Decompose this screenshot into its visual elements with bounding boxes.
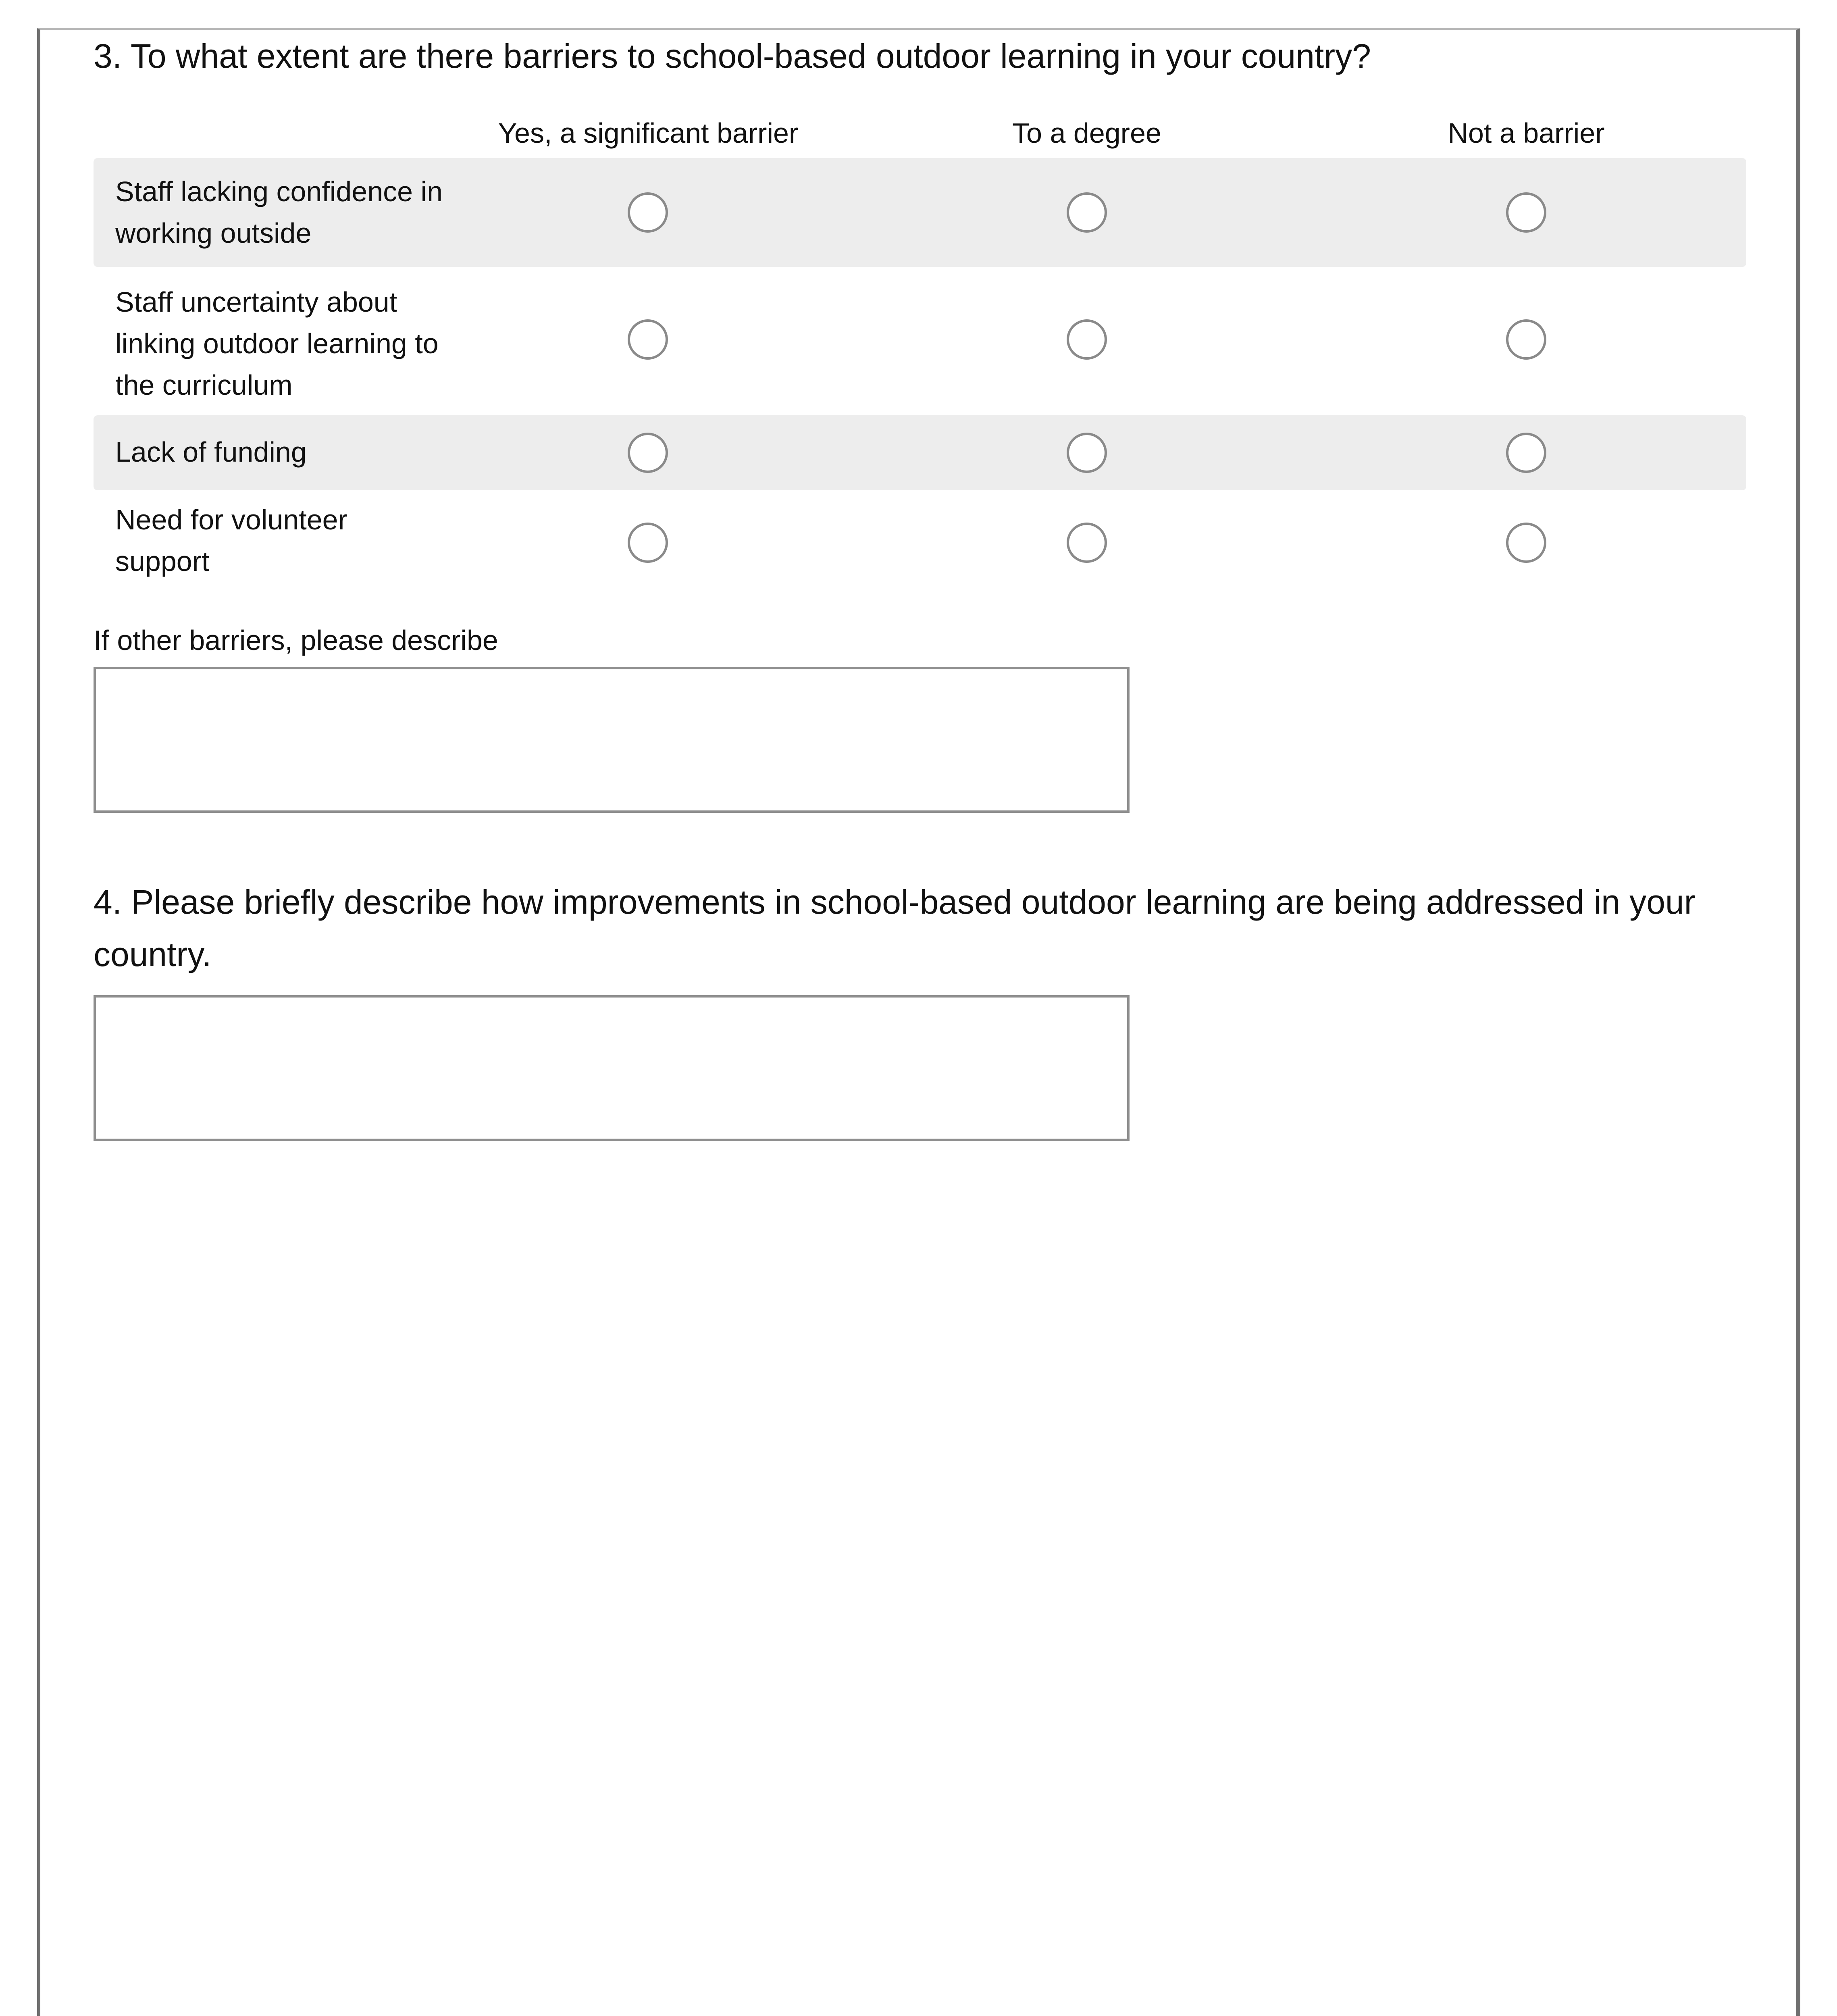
radio-to-a-degree[interactable] <box>1067 523 1107 563</box>
improvements-textbox[interactable] <box>94 995 1130 1141</box>
question-3-title: 3. To what extent are there barriers to school-based outdoor learning in your country? <box>94 37 1371 75</box>
column-header-to-a-degree: To a degree <box>1012 117 1161 149</box>
question-4-title: 4. Please briefly describe how improvements in school-based outdoor learning are being addressed in your country. <box>94 883 1696 973</box>
column-header-not-a-barrier: Not a barrier <box>1448 117 1605 149</box>
other-barriers-textbox[interactable] <box>94 667 1130 813</box>
radio-not-a-barrier[interactable] <box>1506 523 1546 563</box>
radio-significant-barrier[interactable] <box>628 523 668 563</box>
row-label: Staff lacking confidence in working outside <box>115 176 443 249</box>
radio-significant-barrier[interactable] <box>628 319 668 360</box>
column-header-significant-barrier: Yes, a significant barrier <box>498 117 799 149</box>
radio-significant-barrier[interactable] <box>628 192 668 233</box>
row-label: Staff uncertainty about linking outdoor learning to the curriculum <box>115 286 439 401</box>
other-barriers-label: If other barriers, please describe <box>94 625 498 656</box>
radio-not-a-barrier[interactable] <box>1506 192 1546 233</box>
radio-to-a-degree[interactable] <box>1067 319 1107 360</box>
radio-to-a-degree[interactable] <box>1067 433 1107 473</box>
row-label: Need for volunteer support <box>115 504 347 577</box>
matrix-row-lack-of-funding <box>94 415 1746 490</box>
row-label: Lack of funding <box>115 436 307 468</box>
matrix-row-staff-confidence <box>94 158 1746 267</box>
matrix-row-volunteer-support <box>94 490 1746 595</box>
radio-not-a-barrier[interactable] <box>1506 433 1546 473</box>
radio-not-a-barrier[interactable] <box>1506 319 1546 360</box>
radio-to-a-degree[interactable] <box>1067 192 1107 233</box>
radio-significant-barrier[interactable] <box>628 433 668 473</box>
matrix-row-curriculum-uncertainty <box>94 274 1746 415</box>
